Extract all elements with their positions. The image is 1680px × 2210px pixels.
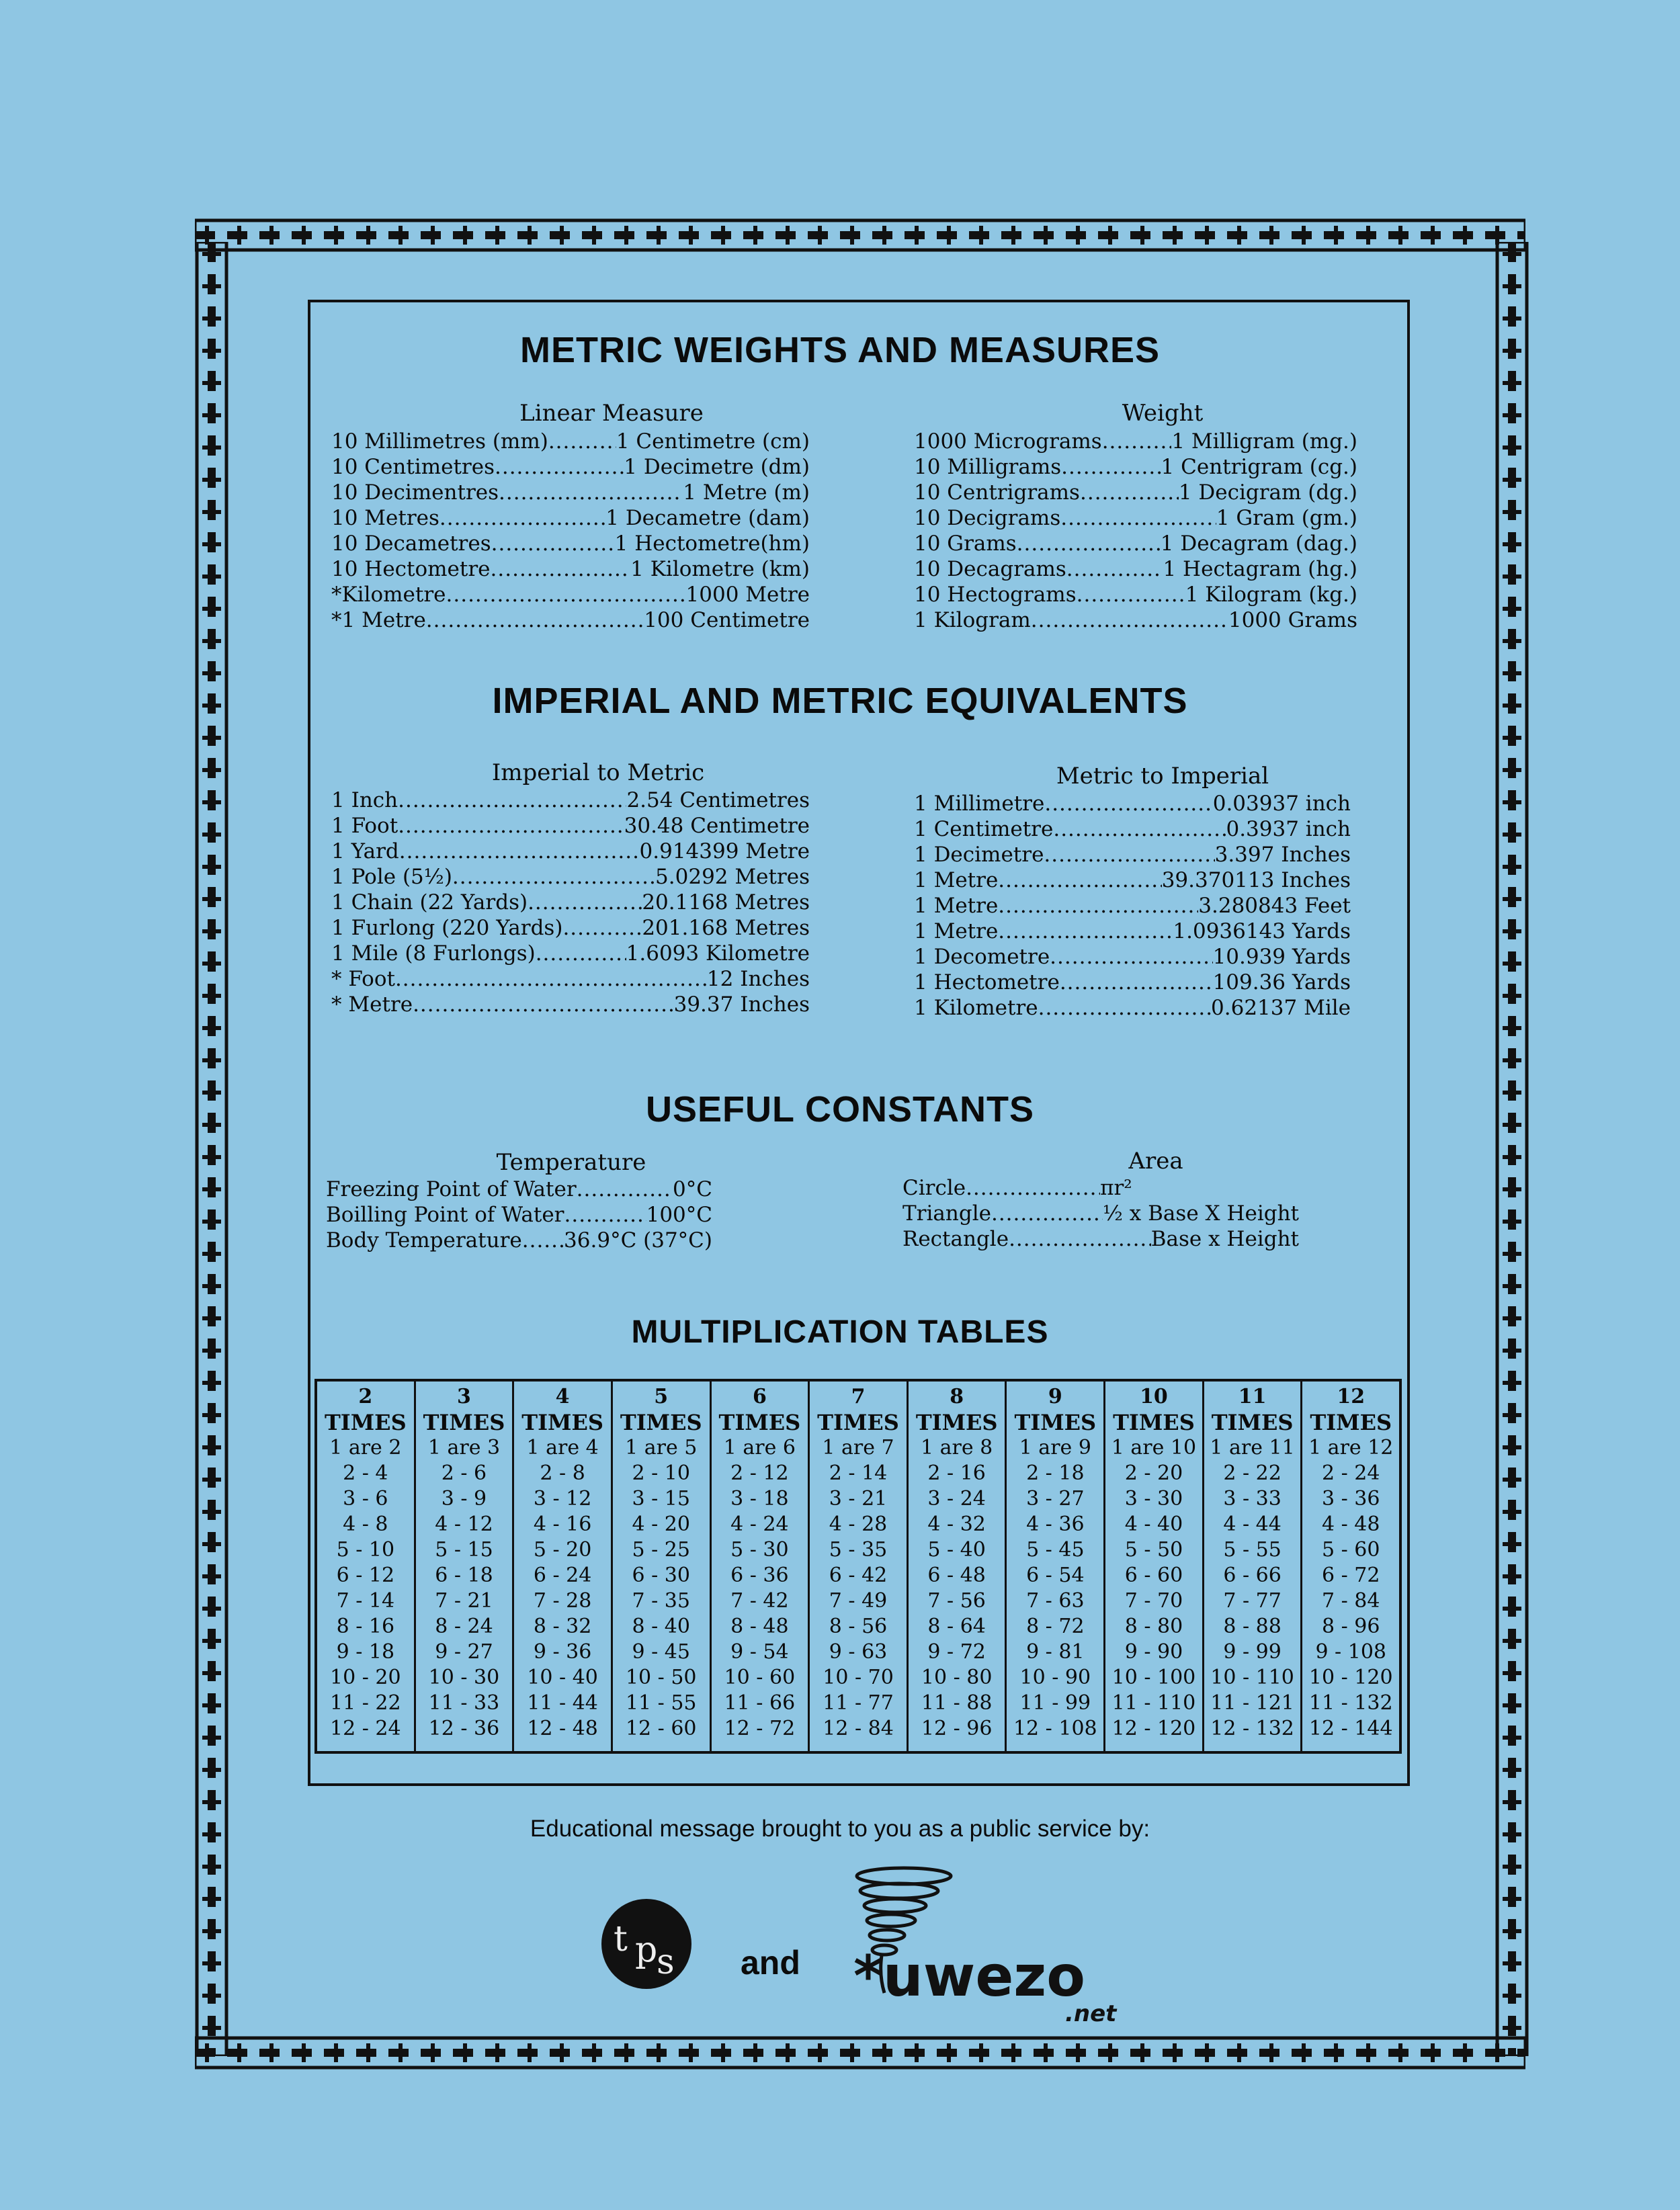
table-row: 5 - 25 — [632, 1538, 690, 1562]
table-row: 9 - 63 — [829, 1640, 888, 1664]
table-row: 4 - 28 — [829, 1513, 888, 1536]
table-row: 7 - 28 — [533, 1589, 592, 1613]
list-item: 1 Mile (8 Furlongs) ..... 1.6093 Kilometre — [331, 941, 810, 966]
table-row: 7 - 77 — [1223, 1589, 1282, 1613]
list-item: 1 Metre ..... 1.0936143 Yards — [914, 919, 1351, 944]
list-item: 1 Yard ..... 0.914399 Metre — [331, 839, 810, 864]
table-row: 9 - 18 — [336, 1640, 395, 1664]
list-item: 1 Kilometre ..... 0.62137 Mile — [914, 995, 1351, 1021]
table-row: 8 - 16 — [336, 1615, 395, 1638]
table-row: 7 - 35 — [632, 1589, 690, 1613]
table-row: 9 - 108 — [1315, 1640, 1386, 1664]
table-row: 6 - 60 — [1124, 1564, 1183, 1587]
times-label: TIMES — [718, 1410, 801, 1435]
table-row: 10 - 40 — [527, 1666, 598, 1689]
table-row: 4 - 8 — [343, 1513, 388, 1536]
table-row: 4 - 44 — [1223, 1513, 1282, 1536]
table-row: 7 - 70 — [1124, 1589, 1183, 1613]
imperial-to-metric-list — [331, 788, 810, 1017]
table-row: 12 - 108 — [1013, 1717, 1097, 1740]
list-item: 10 Centrigrams ..... 1 Decigram (dg.) — [914, 480, 1357, 505]
table-row: 9 - 54 — [730, 1640, 789, 1664]
table-row: 3 - 27 — [1026, 1487, 1085, 1511]
table-row: 10 - 110 — [1210, 1666, 1294, 1689]
table-row: 6 - 42 — [829, 1564, 888, 1587]
table-row: 10 - 70 — [823, 1666, 894, 1689]
table-row: 10 - 80 — [921, 1666, 993, 1689]
table-row: 3 - 12 — [533, 1487, 592, 1511]
table-row: 12 - 48 — [527, 1717, 598, 1740]
list-item: 10 Millimetres (mm) ..... 1 Centimetre (cm) — [331, 429, 810, 454]
list-item: 10 Metres ..... 1 Decametre (dam) — [331, 505, 810, 531]
ornament-border-bottom — [195, 2033, 1525, 2073]
table-row: 2 - 4 — [343, 1461, 388, 1485]
table-number: 12 — [1337, 1385, 1366, 1408]
table-row: 1 are 4 — [526, 1436, 599, 1459]
table-row: 2 - 18 — [1026, 1461, 1085, 1485]
table-row: 9 - 99 — [1223, 1640, 1282, 1664]
list-item: 10 Hectometre ..... 1 Kilometre (km) — [331, 556, 810, 582]
table-row: 9 - 27 — [435, 1640, 493, 1664]
imperial-heading: IMPERIAL AND METRIC EQUIVALENTS — [492, 681, 1188, 721]
table-row: 6 - 54 — [1026, 1564, 1085, 1587]
list-item: Freezing Point of Water ..... 0°C — [326, 1177, 712, 1202]
table-row: 11 - 121 — [1210, 1691, 1294, 1715]
list-item: 1000 Micrograms ..... 1 Milligram (mg.) — [914, 429, 1357, 454]
table-row: 6 - 18 — [435, 1564, 493, 1587]
table-row: 1 are 11 — [1210, 1436, 1295, 1459]
table-row: 12 - 84 — [823, 1717, 894, 1740]
tps-logo — [601, 1899, 691, 1989]
table-row: 8 - 88 — [1223, 1615, 1282, 1638]
table-number: 11 — [1238, 1385, 1267, 1408]
times-table-10 — [1103, 1382, 1202, 1751]
table-row: 3 - 36 — [1321, 1487, 1380, 1511]
table-row: 5 - 20 — [533, 1538, 592, 1562]
table-row: 7 - 56 — [927, 1589, 986, 1613]
table-row: 6 - 72 — [1321, 1564, 1380, 1587]
table-row: 2 - 22 — [1223, 1461, 1282, 1485]
table-number: 6 — [752, 1385, 767, 1408]
table-row: 6 - 66 — [1223, 1564, 1282, 1587]
list-item: 10 Hectograms ..... 1 Kilogram (kg.) — [914, 582, 1357, 607]
list-item: *1 Metre ..... 100 Centimetre — [331, 607, 810, 633]
list-item: 1 Decimetre ..... 3.397 Inches — [914, 842, 1351, 867]
table-row: 3 - 33 — [1223, 1487, 1282, 1511]
area-list — [902, 1175, 1299, 1252]
table-row: 8 - 96 — [1321, 1615, 1380, 1638]
list-item: 1 Centimetre ..... 0.3937 inch — [914, 816, 1351, 842]
table-row: 3 - 6 — [343, 1487, 388, 1511]
times-label: TIMES — [1211, 1410, 1294, 1435]
times-label: TIMES — [521, 1410, 603, 1435]
table-row: 4 - 36 — [1026, 1513, 1085, 1536]
table-row: 4 - 40 — [1124, 1513, 1183, 1536]
table-row: 3 - 9 — [441, 1487, 487, 1511]
list-item: Triangle ..... ½ x Base X Height — [902, 1201, 1299, 1226]
table-row: 2 - 10 — [632, 1461, 690, 1485]
table-row: 3 - 15 — [632, 1487, 690, 1511]
list-item: * Foot ..... 12 Inches — [331, 966, 810, 992]
table-row: 2 - 24 — [1321, 1461, 1380, 1485]
list-item: 1 Hectometre ..... 109.36 Yards — [914, 970, 1351, 995]
table-row: 9 - 81 — [1026, 1640, 1085, 1664]
table-row: 4 - 48 — [1321, 1513, 1380, 1536]
weight-list — [914, 429, 1357, 633]
table-number: 3 — [457, 1385, 471, 1408]
table-row: 9 - 36 — [533, 1640, 592, 1664]
table-row: 1 are 12 — [1308, 1436, 1394, 1459]
table-number: 5 — [654, 1385, 669, 1408]
table-row: 11 - 22 — [330, 1691, 401, 1715]
ornament-border-right — [1492, 242, 1532, 2056]
table-row: 6 - 30 — [632, 1564, 690, 1587]
tps-logo-letter: p — [635, 1930, 658, 1970]
list-item: 1 Pole (5½) ..... 5.0292 Metres — [331, 864, 810, 890]
list-item: 10 Milligrams ..... 1 Centrigram (cg.) — [914, 454, 1357, 480]
table-row: 5 - 55 — [1223, 1538, 1282, 1562]
table-row: 2 - 12 — [730, 1461, 789, 1485]
table-row: 12 - 144 — [1308, 1717, 1393, 1740]
tps-logo-letter: t — [614, 1919, 628, 1959]
table-row: 1 are 9 — [1019, 1436, 1091, 1459]
multiplication-heading: MULTIPLICATION TABLES — [631, 1314, 1049, 1350]
list-item: 1 Foot ..... 30.48 Centimetre — [331, 813, 810, 839]
times-label: TIMES — [324, 1410, 407, 1435]
and-word: and — [741, 1944, 800, 1982]
times-table-6 — [710, 1382, 808, 1751]
constants-heading: USEFUL CONSTANTS — [645, 1089, 1035, 1130]
table-row: 2 - 8 — [540, 1461, 585, 1485]
list-item: Rectangle ..... Base x Height — [902, 1226, 1299, 1252]
table-row: 4 - 24 — [730, 1513, 789, 1536]
table-number: 10 — [1140, 1385, 1168, 1408]
table-row: 3 - 30 — [1124, 1487, 1183, 1511]
area-title: Area — [1128, 1148, 1183, 1175]
metric-to-imperial-list — [914, 791, 1351, 1021]
times-label: TIMES — [1310, 1410, 1392, 1435]
table-row: 5 - 30 — [730, 1538, 789, 1562]
table-row: 11 - 33 — [428, 1691, 500, 1715]
table-row: 1 are 3 — [427, 1436, 501, 1459]
table-row: 6 - 36 — [730, 1564, 789, 1587]
table-row: 2 - 6 — [441, 1461, 487, 1485]
metric-to-imperial-title: Metric to Imperial — [1056, 763, 1269, 790]
table-row: 1 are 5 — [625, 1436, 698, 1459]
table-row: 5 - 45 — [1026, 1538, 1085, 1562]
table-row: 8 - 40 — [632, 1615, 690, 1638]
table-row: 11 - 132 — [1308, 1691, 1393, 1715]
table-row: 10 - 90 — [1019, 1666, 1091, 1689]
table-row: 7 - 49 — [829, 1589, 888, 1613]
list-item: 1 Inch ..... 2.54 Centimetres — [331, 788, 810, 813]
table-row: 8 - 24 — [435, 1615, 493, 1638]
list-item: *Kilometre ..... 1000 Metre — [331, 582, 810, 607]
times-label: TIMES — [423, 1410, 505, 1435]
table-row: 7 - 14 — [336, 1589, 395, 1613]
times-label: TIMES — [1113, 1410, 1195, 1435]
times-table-5 — [611, 1382, 710, 1751]
table-row: 5 - 50 — [1124, 1538, 1183, 1562]
times-table-4 — [512, 1382, 611, 1751]
list-item: 1 Furlong (220 Yards) ..... 201.168 Metres — [331, 915, 810, 941]
table-row: 11 - 110 — [1111, 1691, 1196, 1715]
times-table-11 — [1202, 1382, 1301, 1751]
table-row: 3 - 18 — [730, 1487, 789, 1511]
uwezo-logo — [840, 1861, 1163, 2029]
list-item: 10 Decimentres ..... 1 Metre (m) — [331, 480, 810, 505]
table-row: 12 - 36 — [428, 1717, 500, 1740]
list-item: 10 Decigrams ..... 1 Gram (gm.) — [914, 505, 1357, 531]
table-row: 8 - 32 — [533, 1615, 592, 1638]
table-row: 11 - 88 — [921, 1691, 993, 1715]
list-item: * Metre ..... 39.37 Inches — [331, 992, 810, 1017]
times-label: TIMES — [620, 1410, 702, 1435]
list-item: 1 Chain (22 Yards) ..... 20.1168 Metres — [331, 890, 810, 915]
times-label: TIMES — [817, 1410, 899, 1435]
times-table-3 — [414, 1382, 513, 1751]
table-row: 8 - 80 — [1124, 1615, 1183, 1638]
uwezo-wordmark: *uwezo — [853, 1943, 1085, 2009]
table-row: 5 - 10 — [336, 1538, 395, 1562]
list-item: 1 Metre ..... 39.370113 Inches — [914, 867, 1351, 893]
list-item: Body Temperature ..... 36.9°C (37°C) — [326, 1228, 712, 1253]
times-table-8 — [907, 1382, 1005, 1751]
temperature-list — [326, 1177, 712, 1253]
linear-measure-title: Linear Measure — [519, 400, 704, 427]
table-row: 10 - 50 — [625, 1666, 697, 1689]
table-row: 2 - 20 — [1124, 1461, 1183, 1485]
table-row: 4 - 20 — [632, 1513, 690, 1536]
table-row: 12 - 120 — [1111, 1717, 1196, 1740]
table-row: 4 - 32 — [927, 1513, 986, 1536]
table-row: 9 - 90 — [1124, 1640, 1183, 1664]
times-label: TIMES — [915, 1410, 998, 1435]
ornament-border-left — [192, 242, 232, 2056]
list-item: Circle ..... πr² — [902, 1175, 1299, 1201]
table-row: 6 - 12 — [336, 1564, 395, 1587]
table-row: 11 - 99 — [1019, 1691, 1091, 1715]
table-row: 1 are 2 — [329, 1436, 402, 1459]
table-row: 11 - 44 — [527, 1691, 598, 1715]
table-row: 6 - 24 — [533, 1564, 592, 1587]
times-label: TIMES — [1014, 1410, 1097, 1435]
table-row: 10 - 20 — [330, 1666, 401, 1689]
table-row: 9 - 45 — [632, 1640, 690, 1664]
table-row: 1 are 6 — [723, 1436, 796, 1459]
list-item: 1 Decometre ..... 10.939 Yards — [914, 944, 1351, 970]
table-row: 12 - 96 — [921, 1717, 993, 1740]
list-item: 10 Centimetres ..... 1 Decimetre (dm) — [331, 454, 810, 480]
table-number: 7 — [851, 1385, 866, 1408]
table-row: 7 - 21 — [435, 1589, 493, 1613]
table-row: 1 are 7 — [822, 1436, 894, 1459]
table-row: 12 - 132 — [1210, 1717, 1294, 1740]
linear-measure-list — [331, 429, 810, 633]
table-row: 7 - 42 — [730, 1589, 789, 1613]
table-row: 8 - 48 — [730, 1615, 789, 1638]
table-row: 6 - 48 — [927, 1564, 986, 1587]
table-row: 5 - 40 — [927, 1538, 986, 1562]
table-row: 1 are 8 — [921, 1436, 993, 1459]
table-row: 5 - 35 — [829, 1538, 888, 1562]
times-table-2 — [317, 1382, 414, 1751]
table-number: 2 — [358, 1385, 373, 1408]
table-row: 12 - 60 — [625, 1717, 697, 1740]
table-row: 2 - 14 — [829, 1461, 888, 1485]
table-row: 4 - 16 — [533, 1513, 592, 1536]
table-row: 8 - 72 — [1026, 1615, 1085, 1638]
table-row: 10 - 30 — [428, 1666, 500, 1689]
weight-title: Weight — [1122, 400, 1204, 427]
temperature-title: Temperature — [496, 1149, 646, 1176]
table-row: 12 - 72 — [724, 1717, 796, 1740]
list-item: 1 Kilogram ..... 1000 Grams — [914, 607, 1357, 633]
metric-heading: METRIC WEIGHTS AND MEASURES — [519, 330, 1160, 370]
table-number: 9 — [1048, 1385, 1062, 1408]
table-row: 12 - 24 — [330, 1717, 401, 1740]
table-row: 11 - 55 — [625, 1691, 697, 1715]
table-row: 9 - 72 — [927, 1640, 986, 1664]
multiplication-table-grid — [314, 1379, 1402, 1754]
list-item: Boilling Point of Water ..... 100°C — [326, 1202, 712, 1228]
table-number: 4 — [555, 1385, 570, 1408]
table-row: 2 - 16 — [927, 1461, 986, 1485]
table-row: 5 - 15 — [435, 1538, 493, 1562]
table-row: 1 are 10 — [1111, 1436, 1197, 1459]
table-row: 10 - 100 — [1111, 1666, 1196, 1689]
table-row: 4 - 12 — [435, 1513, 493, 1536]
ornament-border-top — [195, 215, 1525, 255]
list-item: 10 Decametres ..... 1 Hectometre(hm) — [331, 531, 810, 556]
table-row: 7 - 84 — [1321, 1589, 1380, 1613]
times-table-12 — [1300, 1382, 1399, 1751]
table-row: 11 - 77 — [823, 1691, 894, 1715]
list-item: 1 Millimetre ..... 0.03937 inch — [914, 791, 1351, 816]
list-item: 1 Metre ..... 3.280843 Feet — [914, 893, 1351, 919]
times-table-9 — [1005, 1382, 1103, 1751]
public-service-message: Educational message brought to you as a public service by: — [530, 1816, 1150, 1842]
times-table-7 — [808, 1382, 907, 1751]
table-row: 10 - 60 — [724, 1666, 796, 1689]
table-row: 11 - 66 — [724, 1691, 796, 1715]
table-row: 8 - 64 — [927, 1615, 986, 1638]
table-row: 5 - 60 — [1321, 1538, 1380, 1562]
imperial-to-metric-title: Imperial to Metric — [491, 759, 705, 786]
table-row: 3 - 24 — [927, 1487, 986, 1511]
uwezo-domain: .net — [1065, 2000, 1117, 2027]
table-row: 10 - 120 — [1308, 1666, 1393, 1689]
table-row: 7 - 63 — [1026, 1589, 1085, 1613]
table-row: 8 - 56 — [829, 1615, 888, 1638]
list-item: 10 Grams ..... 1 Decagram (dag.) — [914, 531, 1357, 556]
list-item: 10 Decagrams ..... 1 Hectagram (hg.) — [914, 556, 1357, 582]
table-row: 3 - 21 — [829, 1487, 888, 1511]
tps-logo-letter: s — [657, 1942, 675, 1982]
table-number: 8 — [950, 1385, 964, 1408]
